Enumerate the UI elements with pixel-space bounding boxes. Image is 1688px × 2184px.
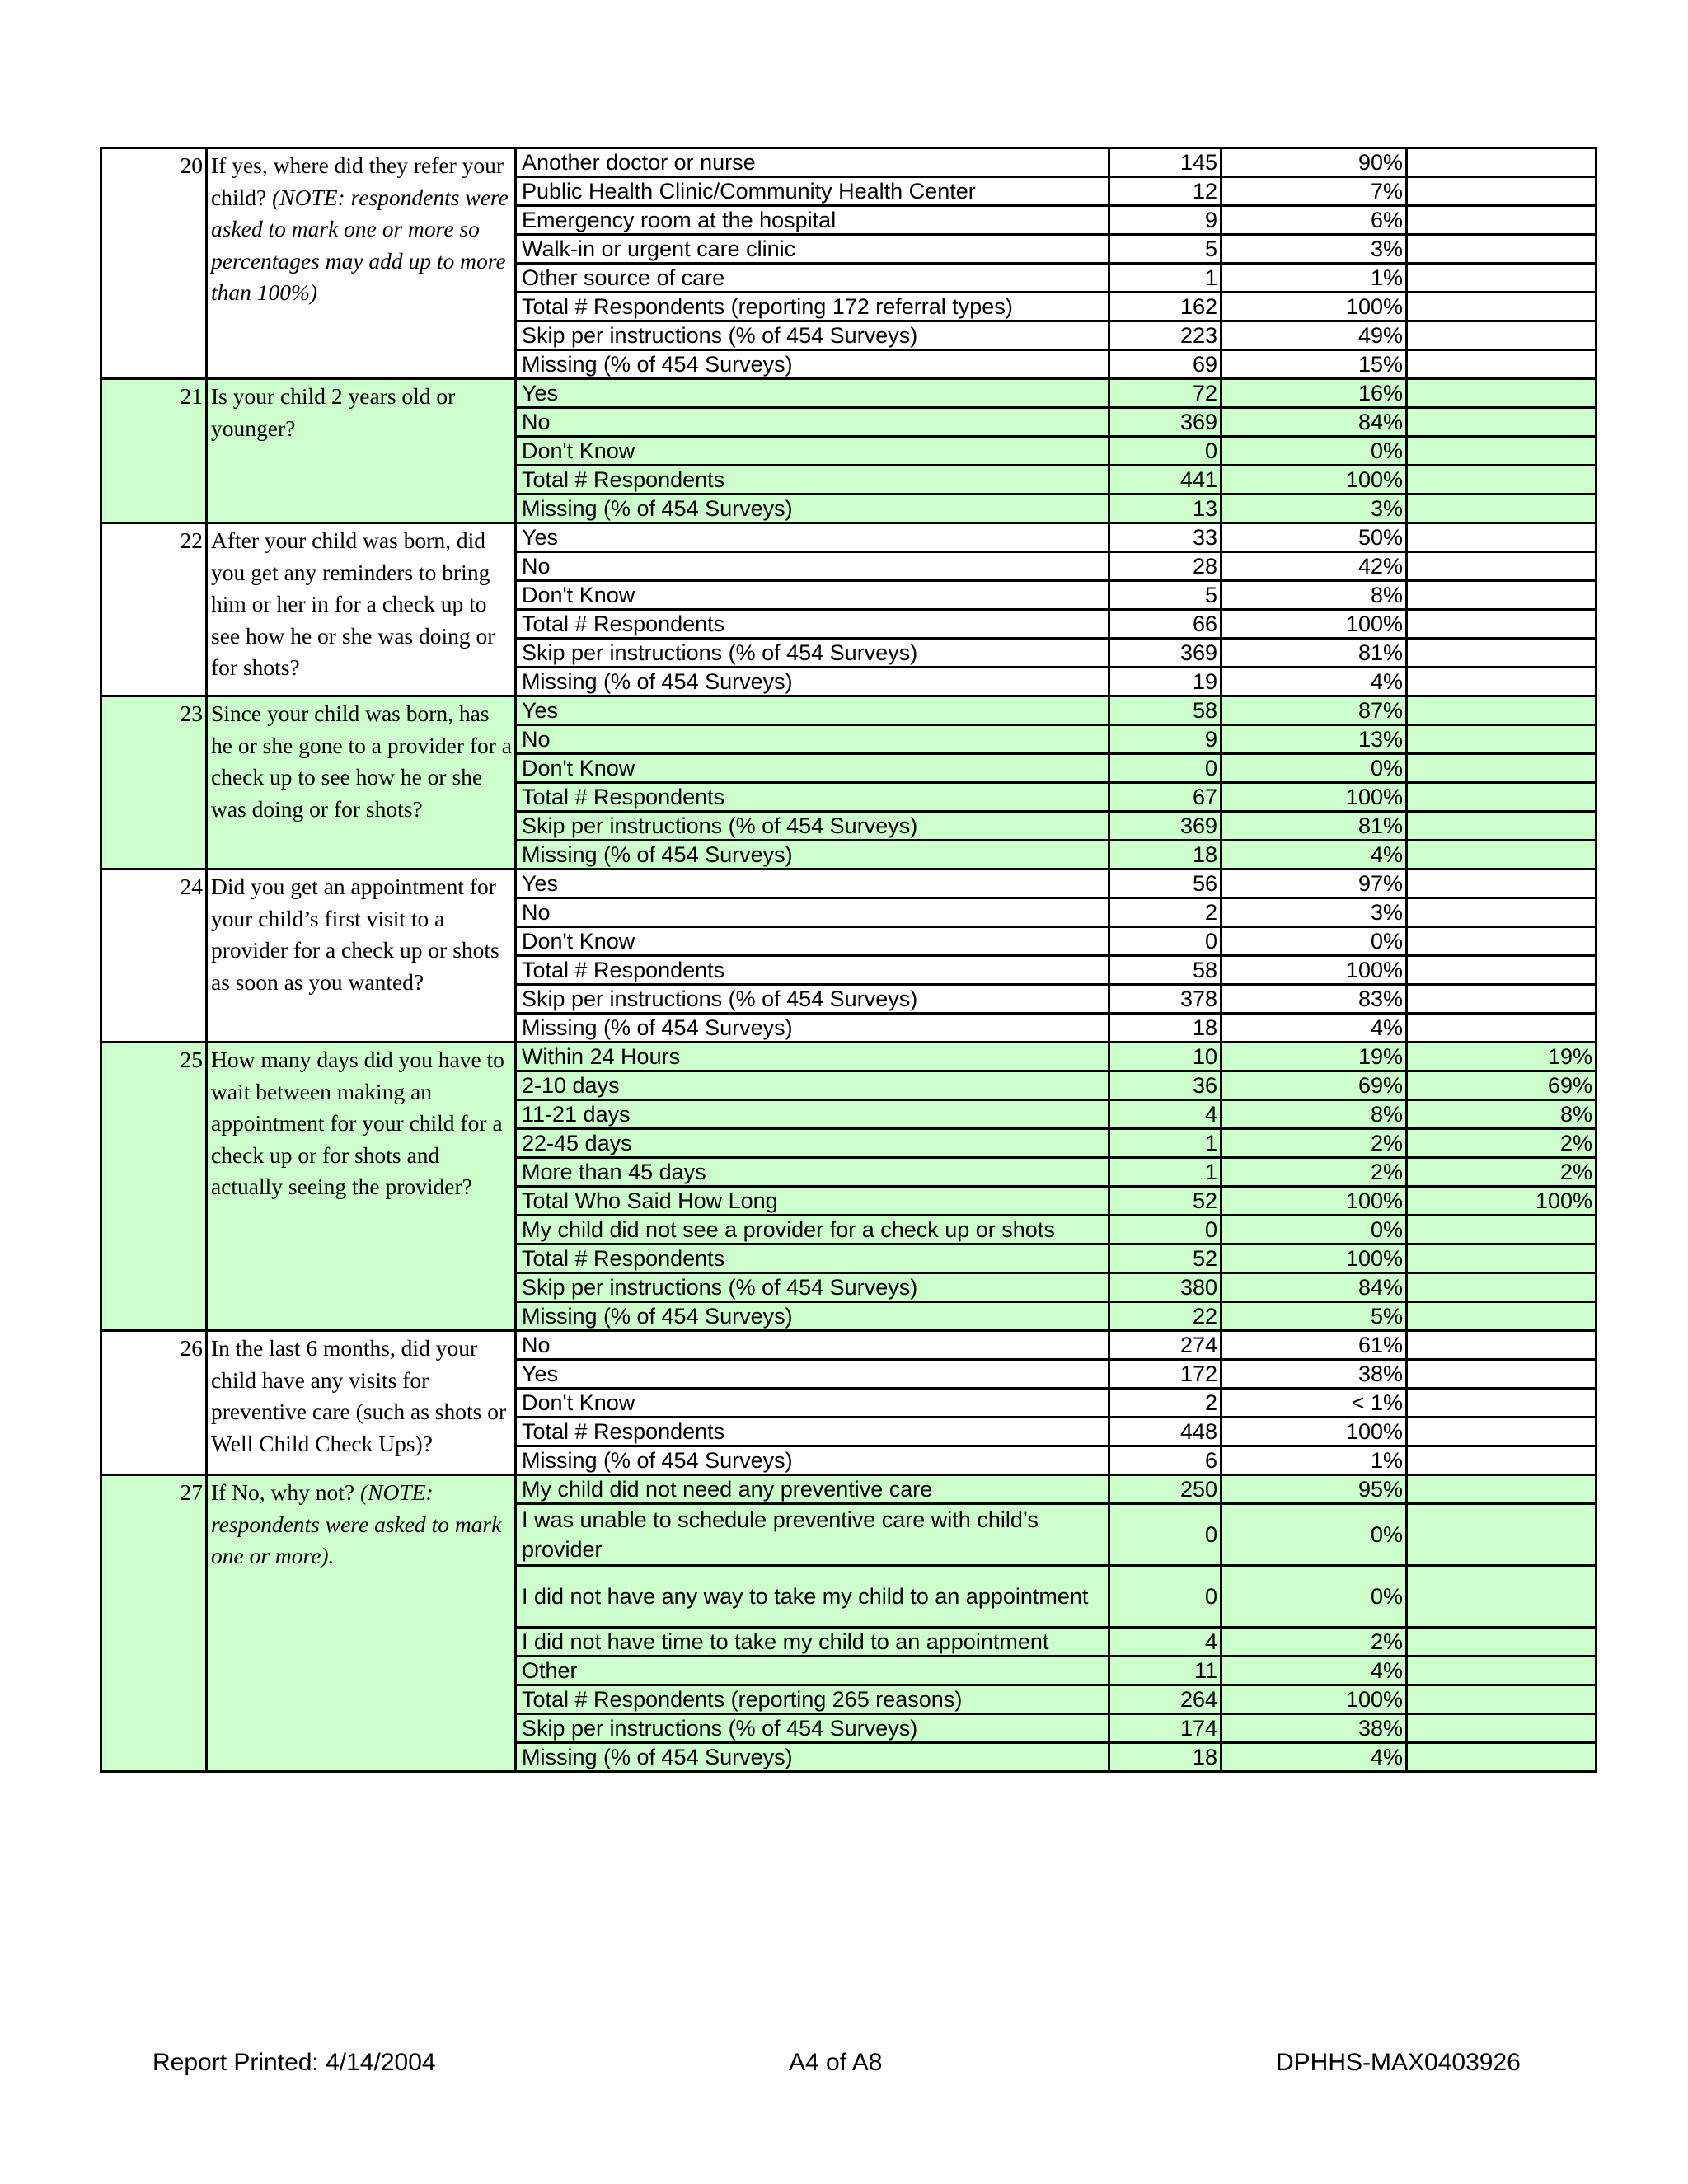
answer-label: Total # Respondents [516,956,1109,985]
adjusted-percent [1407,610,1597,639]
response-percent: 38% [1221,1360,1407,1389]
response-percent: 84% [1221,408,1407,437]
answer-label: Yes [516,379,1109,408]
adjusted-percent [1407,523,1597,552]
adjusted-percent [1407,581,1597,610]
response-count: 9 [1109,725,1221,754]
response-percent: 0% [1221,437,1407,466]
question-note: (NOTE: respondents were asked to mark one or more so percentages may add up to more than 100%) [211,184,509,305]
response-count: 67 [1109,783,1221,812]
adjusted-percent [1407,696,1597,725]
answer-label: No [516,552,1109,581]
answer-label: Missing (% of 454 Surveys) [516,841,1109,869]
question-text-cell [207,1475,516,1772]
response-percent: 100% [1221,293,1407,321]
answer-label: No [516,1331,1109,1360]
adjusted-percent [1407,1504,1597,1566]
answer-label: I did not have time to take my child to an appointment [516,1628,1109,1657]
response-percent: 100% [1221,1418,1407,1446]
answer-label: Total # Respondents (reporting 265 reasons) [516,1685,1109,1714]
adjusted-percent [1407,379,1597,408]
response-percent: 4% [1221,1743,1407,1772]
adjusted-percent: 19% [1407,1043,1597,1071]
page-footer [0,2049,1688,2079]
response-percent: 4% [1221,841,1407,869]
answer-label: No [516,725,1109,754]
document-id: DPHHS-MAX0403926 [1276,2049,1521,2076]
question-text: In the last 6 months, did your child have any visits for preventive care (such as shots or Well Child Check Ups)? [211,1335,507,1456]
response-count: 56 [1109,869,1221,898]
response-count: 69 [1109,350,1221,379]
answer-label: Missing (% of 454 Surveys) [516,1014,1109,1043]
response-percent: 90% [1221,148,1407,177]
answer-label: Missing (% of 454 Surveys) [516,668,1109,696]
table-row [101,379,1597,408]
response-percent: 3% [1221,235,1407,264]
response-count: 380 [1109,1273,1221,1302]
response-count: 52 [1109,1244,1221,1273]
adjusted-percent: 8% [1407,1100,1597,1129]
answer-label: Skip per instructions (% of 454 Surveys) [516,639,1109,668]
answer-label: My child did not need any preventive care [516,1475,1109,1504]
answer-label: Skip per instructions (% of 454 Surveys) [516,1273,1109,1302]
response-count: 36 [1109,1071,1221,1100]
table-row [101,1331,1597,1360]
adjusted-percent [1407,1244,1597,1273]
response-percent: 100% [1221,1685,1407,1714]
response-percent: 5% [1221,1302,1407,1331]
answer-label: No [516,898,1109,927]
question-text-cell [207,148,516,379]
answer-label: I did not have any way to take my child to an appointment [516,1566,1109,1628]
page-number: A4 of A8 [789,2049,883,2076]
answer-label: Walk-in or urgent care clinic [516,235,1109,264]
question-text: If yes, where did they refer your child? [211,152,504,210]
response-count: 223 [1109,321,1221,350]
answer-label: Yes [516,523,1109,552]
adjusted-percent [1407,1418,1597,1446]
answer-label: Skip per instructions (% of 454 Surveys) [516,321,1109,350]
response-count: 19 [1109,668,1221,696]
question-text-cell [207,523,516,696]
response-count: 22 [1109,1302,1221,1331]
adjusted-percent [1407,725,1597,754]
answer-label: Total # Respondents [516,610,1109,639]
response-count: 274 [1109,1331,1221,1360]
question-text: How many days did you have to wait between making an appointment for your child for a check up or for shots and actually seeing the provider? [211,1047,504,1199]
response-percent: 0% [1221,754,1407,783]
question-note: (NOTE: respondents were asked to mark one or more). [211,1479,502,1568]
response-count: 1 [1109,1129,1221,1158]
adjusted-percent [1407,1628,1597,1657]
table-row [101,1043,1597,1071]
response-count: 0 [1109,754,1221,783]
response-count: 72 [1109,379,1221,408]
response-percent: 0% [1221,1504,1407,1566]
response-count: 4 [1109,1628,1221,1657]
adjusted-percent [1407,1685,1597,1714]
response-count: 0 [1109,927,1221,956]
response-count: 1 [1109,264,1221,293]
adjusted-percent [1407,1389,1597,1418]
answer-label: Another doctor or nurse [516,148,1109,177]
response-count: 172 [1109,1360,1221,1389]
question-text-cell [207,1043,516,1331]
table-row [101,1475,1597,1504]
response-percent: 100% [1221,1244,1407,1273]
question-text: After your child was born, did you get any reminders to bring him or her in for a check up to see how he or she was doing or for shots? [211,527,495,680]
question-number: 23 [101,696,207,869]
answer-label: Emergency room at the hospital [516,206,1109,235]
answer-label: Total # Respondents [516,466,1109,494]
answer-label: Don't Know [516,927,1109,956]
response-percent: 0% [1221,1566,1407,1628]
answer-label: Yes [516,696,1109,725]
answer-label: 11-21 days [516,1100,1109,1129]
answer-label: No [516,408,1109,437]
response-percent: 50% [1221,523,1407,552]
answer-label: Total # Respondents [516,1418,1109,1446]
response-percent: 13% [1221,725,1407,754]
question-text: Since your child was born, has he or she gone to a provider for a check up to see how he or she was doing or for shots? [211,701,513,822]
adjusted-percent [1407,1216,1597,1244]
table-row [101,869,1597,898]
response-percent: 15% [1221,350,1407,379]
adjusted-percent [1407,235,1597,264]
response-percent: 100% [1221,956,1407,985]
response-count: 18 [1109,1743,1221,1772]
adjusted-percent [1407,206,1597,235]
response-count: 66 [1109,610,1221,639]
adjusted-percent [1407,177,1597,206]
response-percent: 3% [1221,494,1407,523]
response-count: 4 [1109,1100,1221,1129]
answer-label: Don't Know [516,1389,1109,1418]
response-percent: 42% [1221,552,1407,581]
answer-label: 22-45 days [516,1129,1109,1158]
answer-label: 2-10 days [516,1071,1109,1100]
response-percent: 4% [1221,1014,1407,1043]
response-count: 18 [1109,1014,1221,1043]
response-percent: 100% [1221,610,1407,639]
adjusted-percent [1407,985,1597,1014]
answer-label: Skip per instructions (% of 454 Surveys) [516,1714,1109,1743]
table-row [101,696,1597,725]
response-count: 0 [1109,437,1221,466]
response-percent: 38% [1221,1714,1407,1743]
adjusted-percent [1407,841,1597,869]
answer-label: Don't Know [516,437,1109,466]
adjusted-percent [1407,956,1597,985]
answer-label: Public Health Clinic/Community Health Center [516,177,1109,206]
adjusted-percent [1407,494,1597,523]
adjusted-percent [1407,321,1597,350]
response-count: 441 [1109,466,1221,494]
adjusted-percent [1407,1014,1597,1043]
adjusted-percent [1407,552,1597,581]
adjusted-percent [1407,1475,1597,1504]
answer-label: Other [516,1657,1109,1685]
adjusted-percent [1407,898,1597,927]
question-number: 27 [101,1475,207,1772]
adjusted-percent: 2% [1407,1129,1597,1158]
response-count: 369 [1109,812,1221,841]
response-count: 13 [1109,494,1221,523]
response-percent: 87% [1221,696,1407,725]
adjusted-percent [1407,1331,1597,1360]
response-count: 9 [1109,206,1221,235]
adjusted-percent: 100% [1407,1187,1597,1216]
response-count: 2 [1109,1389,1221,1418]
answer-label: Total # Respondents [516,783,1109,812]
response-percent: 49% [1221,321,1407,350]
adjusted-percent [1407,408,1597,437]
response-percent: 69% [1221,1071,1407,1100]
response-percent: 1% [1221,1446,1407,1475]
response-percent: 4% [1221,668,1407,696]
response-percent: 4% [1221,1657,1407,1685]
response-percent: 81% [1221,812,1407,841]
question-text: Is your child 2 years old or younger? [211,383,456,441]
response-count: 145 [1109,148,1221,177]
adjusted-percent [1407,1566,1597,1628]
response-percent: 95% [1221,1475,1407,1504]
response-count: 174 [1109,1714,1221,1743]
response-count: 0 [1109,1504,1221,1566]
response-percent: 2% [1221,1158,1407,1187]
response-percent: 100% [1221,783,1407,812]
response-percent: 83% [1221,985,1407,1014]
response-count: 0 [1109,1566,1221,1628]
response-count: 448 [1109,1418,1221,1446]
survey-results-table [100,147,1597,1773]
answer-label: Missing (% of 454 Surveys) [516,350,1109,379]
question-text-cell [207,379,516,523]
response-count: 264 [1109,1685,1221,1714]
response-count: 12 [1109,177,1221,206]
response-percent: 100% [1221,1187,1407,1216]
response-percent: 8% [1221,1100,1407,1129]
question-number: 24 [101,869,207,1043]
response-count: 52 [1109,1187,1221,1216]
response-percent: 7% [1221,177,1407,206]
response-percent: 100% [1221,466,1407,494]
adjusted-percent [1407,264,1597,293]
adjusted-percent [1407,1360,1597,1389]
adjusted-percent [1407,1743,1597,1772]
answer-label: Total # Respondents (reporting 172 referral types) [516,293,1109,321]
adjusted-percent: 2% [1407,1158,1597,1187]
response-percent: 3% [1221,898,1407,927]
answer-label: Yes [516,869,1109,898]
response-count: 0 [1109,1216,1221,1244]
table-row [101,148,1597,177]
response-count: 6 [1109,1446,1221,1475]
adjusted-percent [1407,293,1597,321]
question-text-cell [207,869,516,1043]
response-percent: 1% [1221,264,1407,293]
response-percent: 6% [1221,206,1407,235]
response-count: 369 [1109,408,1221,437]
report-printed-date: Report Printed: 4/14/2004 [152,2049,436,2076]
adjusted-percent [1407,148,1597,177]
answer-label: Missing (% of 454 Surveys) [516,1446,1109,1475]
adjusted-percent [1407,639,1597,668]
adjusted-percent [1407,466,1597,494]
response-percent: 2% [1221,1628,1407,1657]
answer-label: Yes [516,1360,1109,1389]
response-count: 1 [1109,1158,1221,1187]
answer-label: I was unable to schedule preventive care with child’s provider [516,1504,1109,1566]
question-number: 21 [101,379,207,523]
response-percent: < 1% [1221,1389,1407,1418]
response-count: 28 [1109,552,1221,581]
response-percent: 81% [1221,639,1407,668]
response-count: 369 [1109,639,1221,668]
adjusted-percent [1407,1446,1597,1475]
response-percent: 84% [1221,1273,1407,1302]
answer-label: Skip per instructions (% of 454 Surveys) [516,985,1109,1014]
answer-label: Missing (% of 454 Surveys) [516,1302,1109,1331]
answer-label: Don't Know [516,581,1109,610]
adjusted-percent [1407,1302,1597,1331]
answer-label: Missing (% of 454 Surveys) [516,1743,1109,1772]
question-number: 26 [101,1331,207,1475]
question-text-cell [207,696,516,869]
response-percent: 16% [1221,379,1407,408]
answer-label: My child did not see a provider for a check up or shots [516,1216,1109,1244]
table-row [101,523,1597,552]
response-count: 378 [1109,985,1221,1014]
adjusted-percent [1407,869,1597,898]
response-percent: 0% [1221,927,1407,956]
adjusted-percent [1407,927,1597,956]
response-count: 18 [1109,841,1221,869]
response-count: 162 [1109,293,1221,321]
answer-label: Don't Know [516,754,1109,783]
adjusted-percent: 69% [1407,1071,1597,1100]
question-text-cell [207,1331,516,1475]
response-percent: 19% [1221,1043,1407,1071]
adjusted-percent [1407,754,1597,783]
response-count: 11 [1109,1657,1221,1685]
question-number: 22 [101,523,207,696]
answer-label: Within 24 Hours [516,1043,1109,1071]
response-count: 5 [1109,235,1221,264]
response-percent: 61% [1221,1331,1407,1360]
answer-label: Total # Respondents [516,1244,1109,1273]
response-percent: 8% [1221,581,1407,610]
question-text: Did you get an appointment for your child’s first visit to a provider for a check up or shots as soon as you wanted? [211,874,499,995]
adjusted-percent [1407,1657,1597,1685]
answer-label: Total Who Said How Long [516,1187,1109,1216]
adjusted-percent [1407,1714,1597,1743]
response-count: 33 [1109,523,1221,552]
adjusted-percent [1407,1273,1597,1302]
response-count: 58 [1109,956,1221,985]
answer-label: Skip per instructions (% of 454 Surveys) [516,812,1109,841]
response-percent: 2% [1221,1129,1407,1158]
answer-label: Missing (% of 454 Surveys) [516,494,1109,523]
response-count: 10 [1109,1043,1221,1071]
response-percent: 97% [1221,869,1407,898]
question-text: If No, why not? [211,1479,355,1505]
answer-label: Other source of care [516,264,1109,293]
adjusted-percent [1407,437,1597,466]
adjusted-percent [1407,812,1597,841]
response-percent: 0% [1221,1216,1407,1244]
response-count: 58 [1109,696,1221,725]
response-count: 2 [1109,898,1221,927]
response-count: 250 [1109,1475,1221,1504]
response-count: 5 [1109,581,1221,610]
adjusted-percent [1407,668,1597,696]
answer-label: More than 45 days [516,1158,1109,1187]
question-number: 25 [101,1043,207,1331]
adjusted-percent [1407,783,1597,812]
question-number: 20 [101,148,207,379]
adjusted-percent [1407,350,1597,379]
